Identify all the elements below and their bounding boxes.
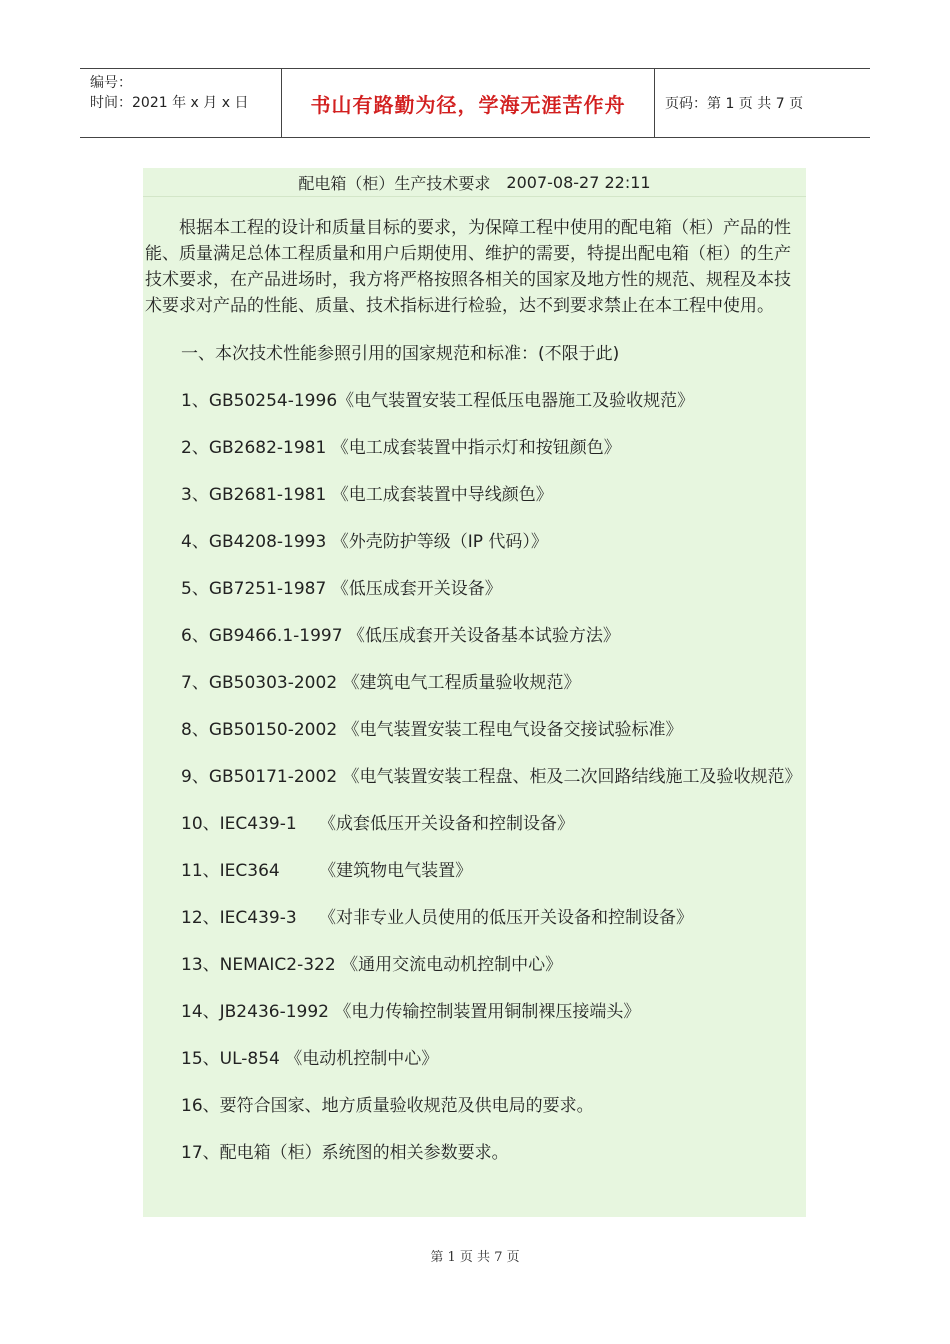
section-heading: 一、本次技术性能参照引用的国家规范和标准：(不限于此) — [181, 344, 620, 364]
standard-item: 13、NEMAIC2-322 《通用交流电动机控制中心》 — [181, 955, 563, 975]
standard-item: 8、GB50150-2002 《电气装置安装工程电气设备交接试验标准》 — [181, 720, 683, 740]
page-footer: 第 1 页 共 7 页 — [430, 1250, 520, 1265]
standard-item: 12、IEC439-3 《对非专业人员使用的低压开关设备和控制设备》 — [181, 908, 694, 928]
standard-item: 4、GB4208-1993 《外壳防护等级（IP 代码）》 — [181, 532, 548, 552]
standard-item: 3、GB2681-1981 《电工成套装置中导线颜色》 — [181, 485, 553, 505]
standard-item: 5、GB7251-1987 《低压成套开关设备》 — [181, 579, 502, 599]
header-motto-cell — [282, 69, 655, 137]
header-meta — [80, 69, 282, 137]
document-number-label: 编号： — [90, 75, 132, 91]
article-title-row — [143, 168, 806, 197]
standard-item: 7、GB50303-2002 《建筑电气工程质量验收规范》 — [181, 673, 581, 693]
article-title: 配电箱（柜）生产技术要求 — [298, 173, 491, 193]
intro-paragraph: 根据本工程的设计和质量目标的要求，为保障工程中使用的配电箱（柜）产品的性能、质量满足总体工程质量和用户后期使用、维护的需要，特提出配电箱（柜）的生产技术要求，在产品进场时，我方将严格按照各相关的国家及地方性的规范、规程及本技术要求对产品的性能、质量、技术指标进行检验，达不到要求禁止在本工程中使用。 — [145, 218, 791, 316]
standard-item: 17、配电箱（柜）系统图的相关参数要求。 — [181, 1143, 509, 1163]
article-body — [143, 168, 806, 1217]
standard-item: 16、要符合国家、地方质量验收规范及供电局的要求。 — [181, 1096, 594, 1116]
standard-item: 14、JB2436-1992 《电力传输控制装置用铜制裸压接端头》 — [181, 1002, 641, 1022]
standard-item: 9、GB50171-2002 《电气装置安装工程盘、柜及二次回路结线施工及验收规范》 — [181, 767, 802, 787]
document-time-label: 时间：2021 年 x 月 x 日 — [90, 95, 249, 111]
header-motto: 书山有路勤为径，学海无涯苦作舟 — [310, 92, 626, 117]
page-header — [80, 68, 870, 138]
standard-item: 6、GB9466.1-1997 《低压成套开关设备基本试验方法》 — [181, 626, 620, 646]
article-date: 2007-08-27 22:11 — [506, 172, 651, 192]
article-text — [143, 197, 806, 1166]
standard-item: 2、GB2682-1981 《电工成套装置中指示灯和按钮颜色》 — [181, 438, 621, 458]
standard-item: 15、UL-854 《电动机控制中心》 — [181, 1049, 439, 1069]
standard-item: 1、GB50254-1996《电气装置安装工程低压电器施工及验收规范》 — [181, 391, 695, 411]
header-page-info: 页码：第 1 页 共 7 页 — [665, 96, 804, 112]
standard-item: 11、IEC364 《建筑物电气装置》 — [181, 861, 473, 881]
standard-item: 10、IEC439-1 《成套低压开关设备和控制设备》 — [181, 814, 575, 834]
